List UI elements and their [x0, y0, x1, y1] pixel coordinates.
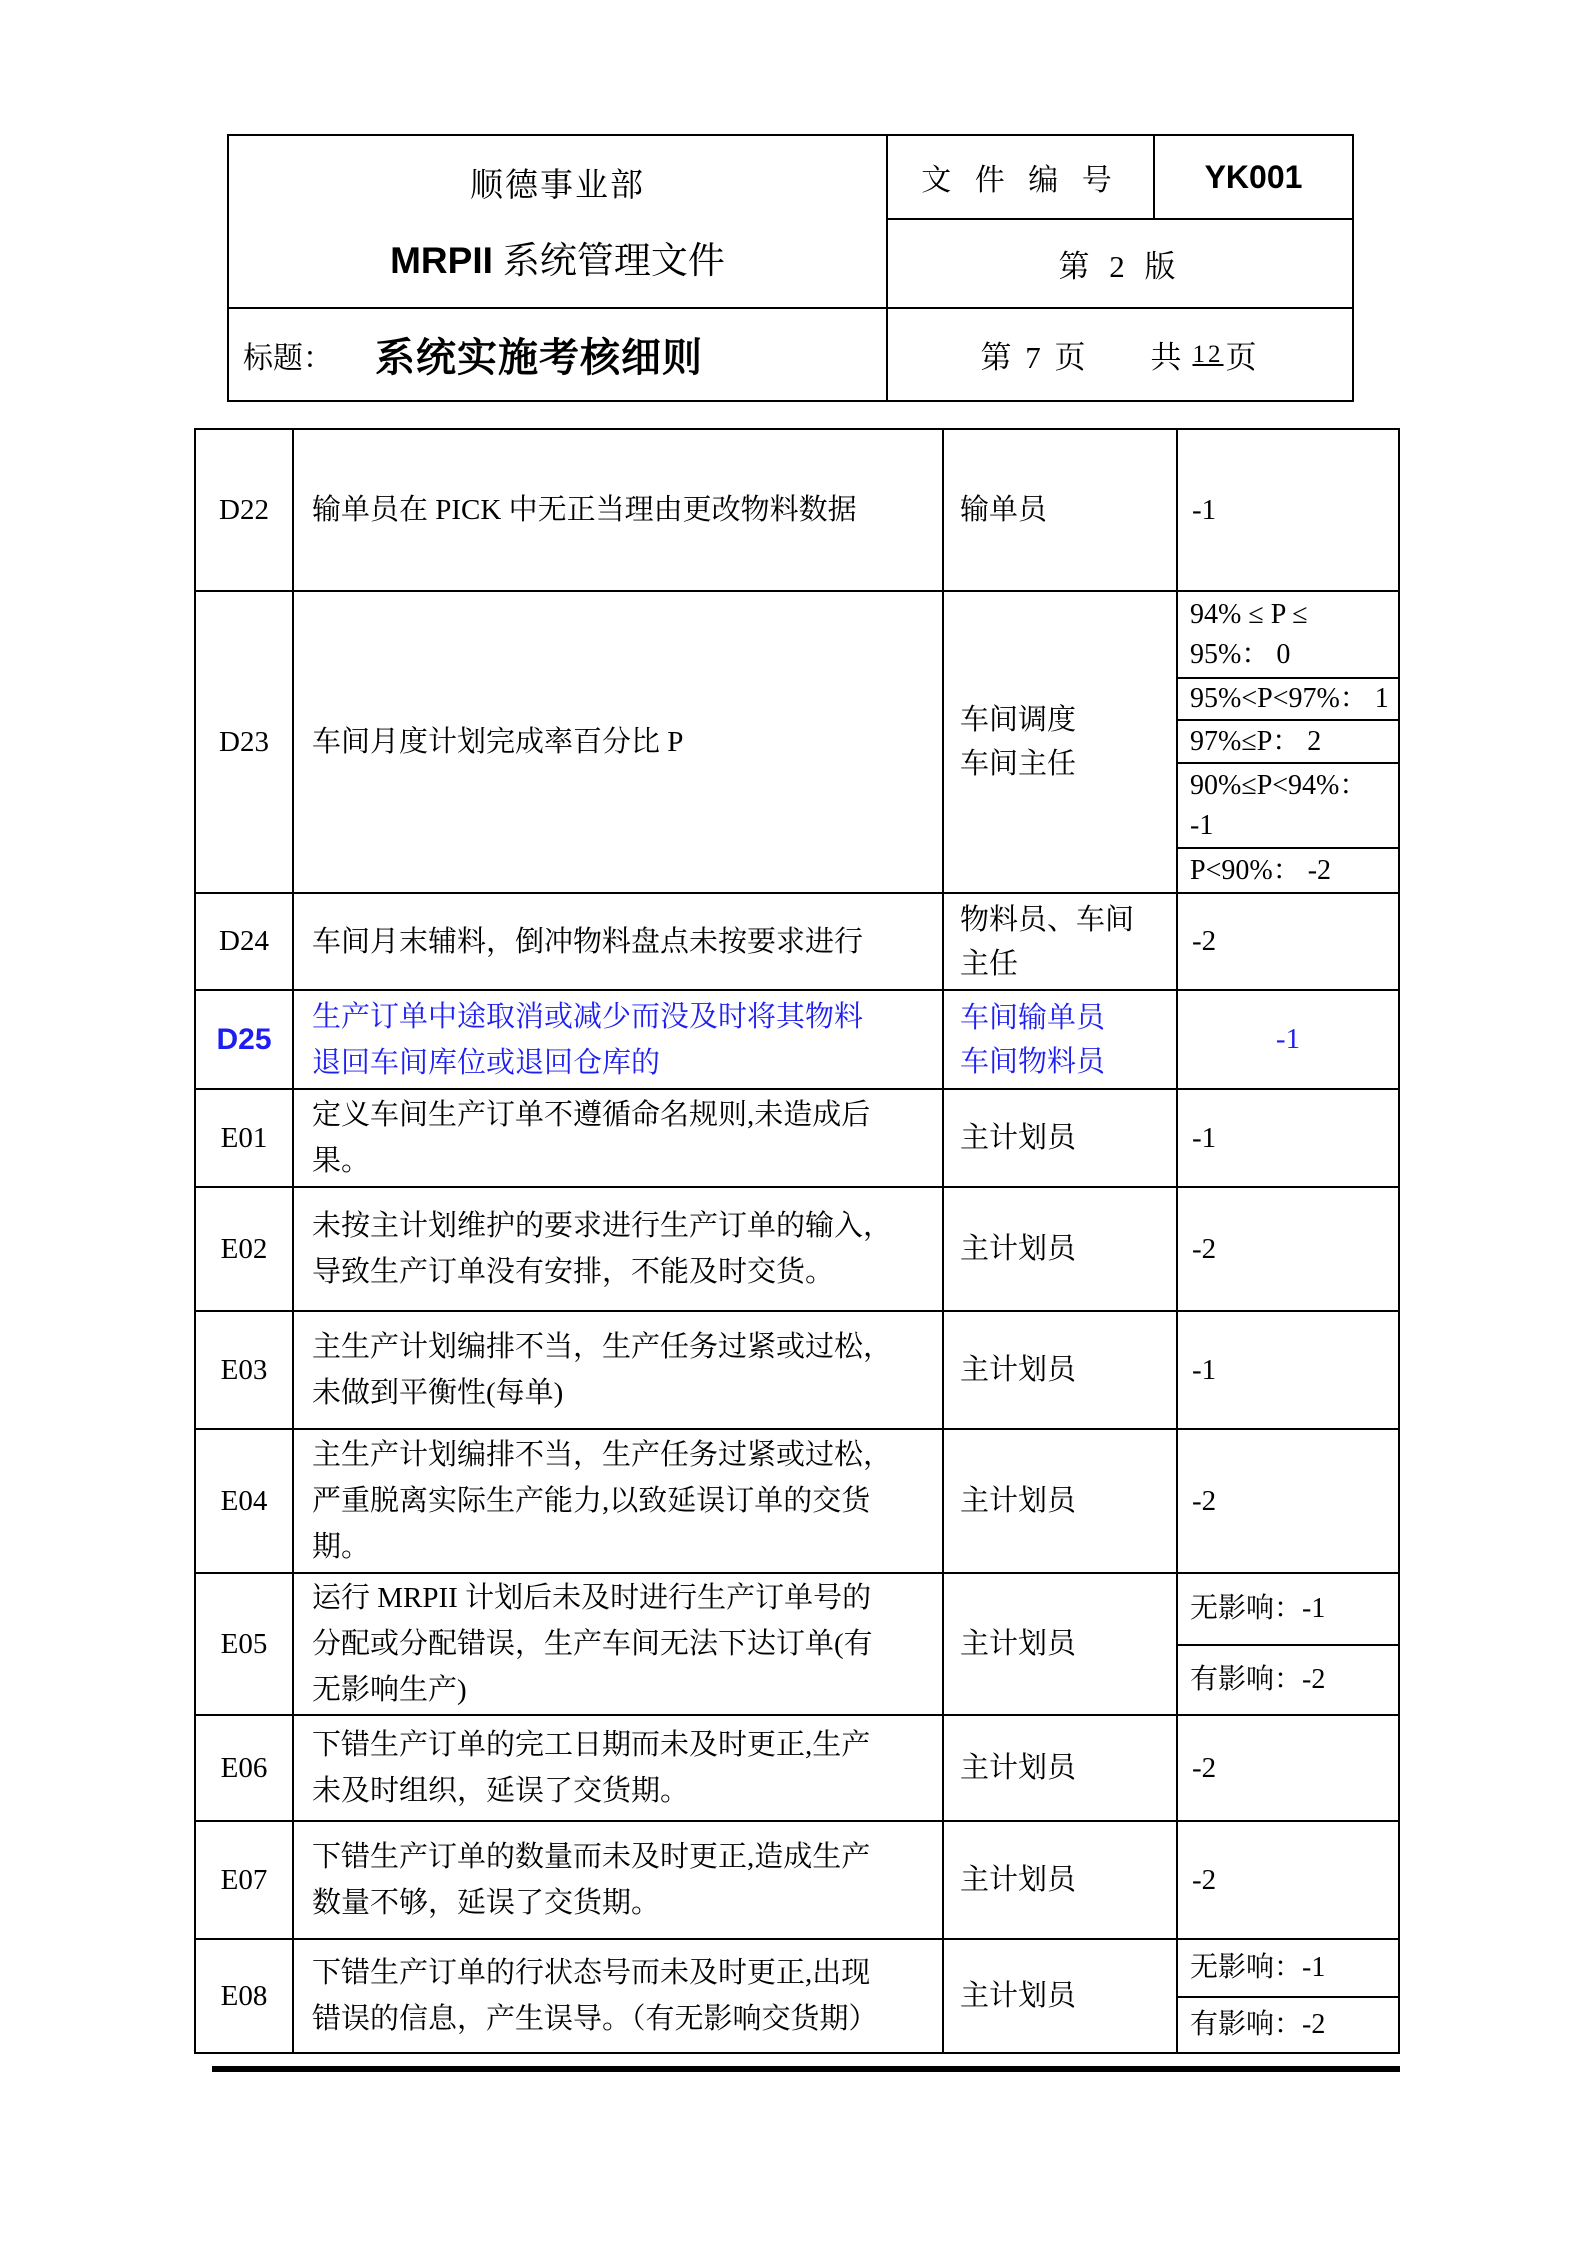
row-description	[292, 894, 942, 989]
doc-type	[390, 230, 725, 284]
table-row	[196, 1310, 1398, 1428]
responsible-line: 车间物料员	[960, 1045, 1106, 1078]
doc-number-value: YK001	[1155, 136, 1352, 220]
description-line: 下错生产订单的数量而未及时更正,造成生产	[312, 1841, 871, 1873]
row-score	[1176, 1188, 1398, 1310]
table-row	[196, 590, 1398, 892]
description-line: 下错生产订单的完工日期而未及时更正,生产	[312, 1729, 871, 1761]
description-line: 主生产计划编排不当，生产任务过紧或过松，	[312, 1331, 893, 1363]
description-line: 果。	[312, 1145, 371, 1177]
responsible-line: 输单员	[960, 494, 1048, 526]
page-current: 第 7 页	[980, 340, 1089, 375]
table-row	[196, 1428, 1398, 1572]
row-responsible	[942, 1940, 1176, 2052]
responsible-line: 物料员、车间	[960, 903, 1135, 936]
row-description	[292, 1822, 942, 1938]
footer-rule	[212, 2066, 1400, 2072]
score-condition	[1178, 1996, 1398, 2052]
responsible-line: 车间调度	[960, 704, 1077, 736]
description-line: 数量不够，延误了交货期。	[312, 1887, 661, 1919]
page-unit: 页	[1225, 340, 1260, 375]
description-line: 生产订单中途取消或减少而没及时将其物料	[312, 1000, 864, 1033]
doc-title-cell	[229, 309, 888, 400]
score-value: -1	[1192, 1353, 1217, 1386]
row-responsible	[942, 894, 1176, 989]
table-row	[196, 430, 1398, 590]
table-row	[196, 1186, 1398, 1310]
row-description	[292, 592, 942, 892]
row-responsible	[942, 1090, 1176, 1186]
row-responsible	[942, 1188, 1176, 1310]
score-condition	[1178, 847, 1398, 892]
row-score	[1176, 1716, 1398, 1820]
score-value: -2	[1192, 1751, 1217, 1784]
row-description	[292, 430, 942, 590]
row-code: E01	[220, 1121, 268, 1154]
row-score	[1176, 991, 1398, 1088]
row-responsible	[942, 1430, 1176, 1572]
responsible-line: 主计划员	[960, 1354, 1077, 1386]
score-condition-line: 90%≤P<94%：	[1190, 769, 1368, 801]
score-value: -1	[1192, 493, 1217, 526]
score-value: -2	[1192, 925, 1217, 957]
row-code: E04	[220, 1484, 268, 1517]
row-code: E07	[220, 1863, 268, 1896]
score-condition	[1178, 719, 1398, 762]
row-responsible	[942, 430, 1176, 590]
row-description	[292, 991, 942, 1088]
description-line: 错误的信息，产生误导。（有无影响交货期）	[312, 2003, 878, 2035]
responsible-line: 车间主任	[960, 748, 1077, 780]
score-condition	[1178, 1644, 1398, 1714]
description-line: 运行 MRPII 计划后未及时进行生产订单号的	[312, 1582, 872, 1614]
row-description	[292, 1188, 942, 1310]
row-score	[1176, 1312, 1398, 1428]
table-row	[196, 1572, 1398, 1714]
row-score	[1176, 1940, 1398, 2052]
score-value: -2	[1192, 1863, 1217, 1896]
description-line: 主生产计划编排不当，生产任务过紧或过松，	[312, 1439, 893, 1471]
description-line: 导致生产订单没有安排，不能及时交货。	[312, 1256, 835, 1288]
responsible-line: 主计划员	[960, 1122, 1077, 1154]
row-code: D22	[219, 493, 269, 526]
score-condition-line: 有影响：-2	[1190, 2009, 1326, 2040]
row-score	[1176, 592, 1398, 892]
row-score	[1176, 1090, 1398, 1186]
score-condition	[1178, 677, 1398, 719]
page-total-label: 共	[1150, 340, 1185, 375]
table-row	[196, 892, 1398, 989]
score-condition-line: 无影响：-1	[1190, 1593, 1326, 1624]
score-condition-line: 95%： 0	[1190, 638, 1291, 670]
score-condition-line: 94% ≤ P ≤	[1190, 598, 1308, 630]
description-line: 未按主计划维护的要求进行生产订单的输入，	[312, 1210, 893, 1242]
row-description	[292, 1090, 942, 1186]
description-line: 定义车间生产订单不遵循命名规则,未造成后	[312, 1099, 871, 1131]
table-row	[196, 1714, 1398, 1820]
row-description	[292, 1312, 942, 1428]
row-score	[1176, 1430, 1398, 1572]
score-value: -2	[1192, 1232, 1217, 1265]
description-line: 下错生产订单的行状态号而未及时更正,出现	[312, 1957, 871, 1989]
score-condition-line: 97%≤P： 2	[1190, 725, 1322, 757]
responsible-line: 主计划员	[960, 1864, 1077, 1896]
score-condition	[1178, 1940, 1398, 1996]
table-row	[196, 1938, 1398, 2052]
row-responsible	[942, 1312, 1176, 1428]
responsible-line: 主计划员	[960, 1980, 1077, 2012]
doc-version: 第 2 版	[888, 220, 1352, 309]
responsible-line: 主计划员	[960, 1233, 1077, 1265]
row-score	[1176, 894, 1398, 989]
description-line: 期。	[312, 1531, 371, 1563]
responsible-line: 车间输单员	[960, 1001, 1106, 1034]
row-responsible	[942, 991, 1176, 1088]
responsible-line: 主计划员	[960, 1628, 1077, 1660]
row-description	[292, 1940, 942, 2052]
table-row	[196, 989, 1398, 1088]
score-condition	[1178, 1574, 1398, 1644]
title-label: 标题：	[243, 341, 333, 375]
description-line: 退回车间库位或退回仓库的	[312, 1046, 661, 1079]
row-code: E03	[220, 1353, 268, 1386]
score-value: -1	[1192, 1121, 1217, 1154]
row-code: D23	[219, 725, 269, 758]
description-line: 未及时组织，延误了交货期。	[312, 1775, 690, 1807]
row-code: E08	[220, 1979, 268, 2012]
row-responsible	[942, 592, 1176, 892]
row-description	[292, 1716, 942, 1820]
row-responsible	[942, 1822, 1176, 1938]
row-score	[1176, 430, 1398, 590]
doc-type-cn: 系统管理文件	[502, 240, 725, 282]
responsible-line: 主计划员	[960, 1752, 1077, 1784]
row-description	[292, 1430, 942, 1572]
header-org-cell	[229, 136, 888, 309]
page-title: 系统实施考核细则	[375, 335, 703, 380]
description-line: 车间月度计划完成率百分比 P	[312, 726, 684, 758]
description-line: 严重脱离实际生产能力,以致延误订单的交货	[312, 1485, 871, 1517]
description-line: 车间月末辅料，倒冲物料盘点未按要求进行	[312, 925, 864, 958]
page-number-cell	[888, 309, 1352, 400]
table-row	[196, 1820, 1398, 1938]
score-condition-line: P<90%： -2	[1190, 854, 1332, 886]
score-condition-line: -1	[1190, 809, 1214, 841]
row-responsible	[942, 1574, 1176, 1714]
page-total: 12	[1192, 340, 1224, 368]
row-code: E05	[220, 1627, 268, 1660]
org-name: 顺德事业部	[470, 168, 645, 205]
row-code: D24	[219, 925, 269, 957]
row-score	[1176, 1574, 1398, 1714]
description-line: 分配或分配错误，生产车间无法下达订单(有	[312, 1628, 873, 1660]
row-code: E06	[220, 1751, 268, 1784]
document-header-table	[227, 134, 1354, 402]
score-value: -2	[1192, 1484, 1217, 1517]
row-code: E02	[220, 1232, 268, 1265]
score-value: -1	[1275, 1023, 1301, 1055]
description-line: 输单员在 PICK 中无正当理由更改物料数据	[312, 494, 857, 526]
score-condition-line: 有影响：-2	[1190, 1664, 1326, 1695]
responsible-line: 主计划员	[960, 1485, 1077, 1517]
row-description	[292, 1574, 942, 1714]
doc-type-en: MRPII	[390, 239, 493, 281]
doc-number-label: 文 件 编 号	[888, 136, 1155, 220]
responsible-line: 主任	[960, 947, 1019, 980]
score-condition-line: 无影响：-1	[1190, 1952, 1326, 1983]
assessment-rules-table	[194, 428, 1400, 2054]
score-condition	[1178, 592, 1398, 677]
table-row	[196, 1088, 1398, 1186]
row-code: D25	[216, 1022, 272, 1056]
score-condition-line: 95%<P<97%： 1	[1190, 683, 1389, 714]
description-line: 未做到平衡性(每单)	[312, 1377, 564, 1409]
row-score	[1176, 1822, 1398, 1938]
score-condition	[1178, 762, 1398, 847]
description-line: 无影响生产)	[312, 1674, 467, 1706]
row-responsible	[942, 1716, 1176, 1820]
